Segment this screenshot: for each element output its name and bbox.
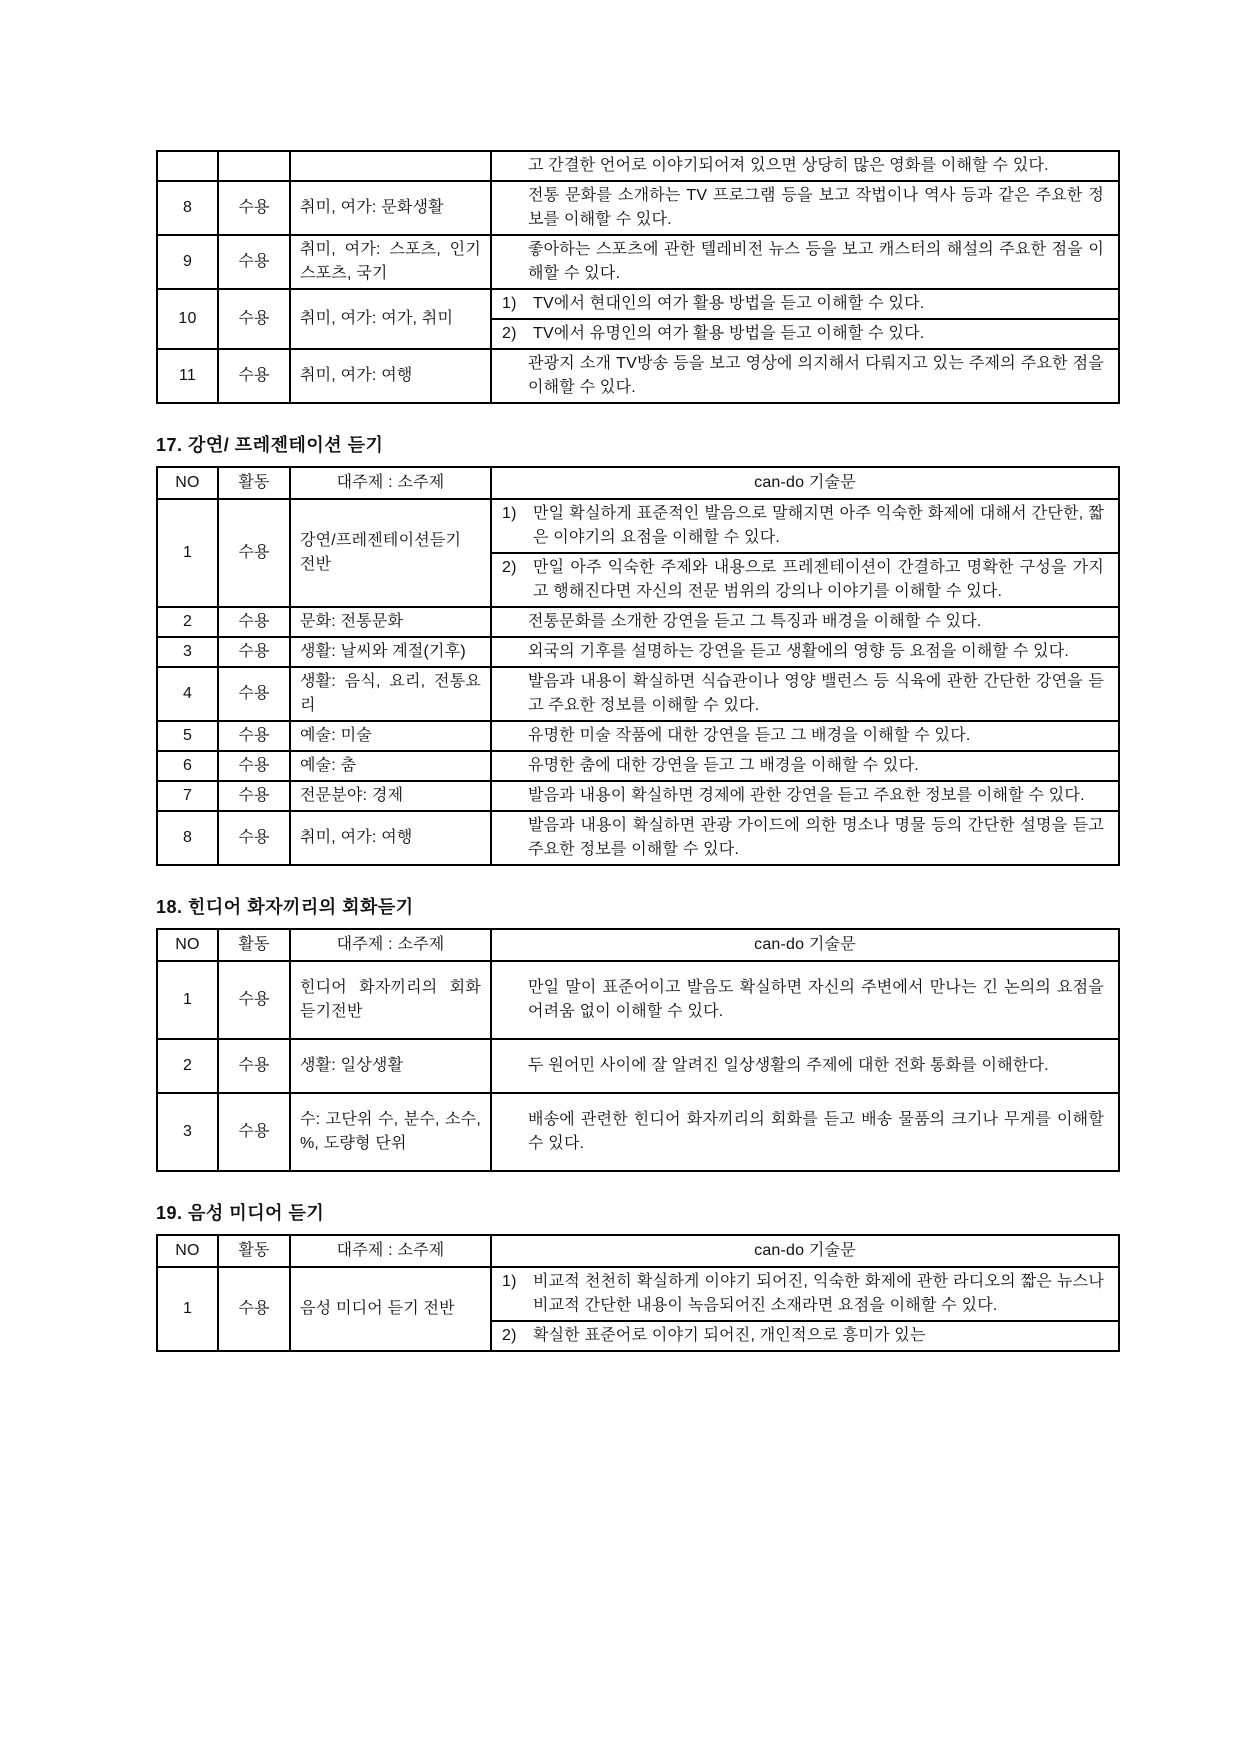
cell-cando	[491, 319, 1119, 349]
table-tv-listening-continued	[156, 150, 1120, 404]
table-row	[157, 751, 1119, 781]
cell-activity: 수용	[218, 499, 290, 607]
cell-no: 3	[157, 1093, 218, 1171]
cell-cando	[491, 553, 1119, 607]
cell-no: 4	[157, 667, 218, 721]
cell-activity: 수용	[218, 181, 290, 235]
column-header-topic: 대주제 : 소주제	[290, 467, 491, 499]
column-header-activity: 활동	[218, 467, 290, 499]
table-row	[157, 1039, 1119, 1093]
cell-cando: 관광지 소개 TV방송 등을 보고 영상에 의지해서 다뤄지고 있는 주제의 주요한 점을 이해할 수 있다.	[491, 349, 1119, 403]
cell-no: 2	[157, 607, 218, 637]
cell-topic: 예술: 미술	[290, 721, 491, 751]
cando-item-text: TV에서 현대인의 여가 활용 방법을 듣고 이해할 수 있다.	[533, 295, 925, 312]
cell-no: 2	[157, 1039, 218, 1093]
cell-cando	[491, 1321, 1119, 1351]
column-header-topic: 대주제 : 소주제	[290, 929, 491, 961]
table-row	[157, 961, 1119, 1039]
cell-activity: 수용	[218, 349, 290, 403]
cell-no: 3	[157, 637, 218, 667]
cell-cando: 배송에 관련한 힌디어 화자끼리의 회화를 듣고 배송 물품의 크기나 무게를 이해할 수 있다.	[491, 1093, 1119, 1171]
cell-activity: 수용	[218, 235, 290, 289]
cell-topic: 취미, 여가: 여행	[290, 349, 491, 403]
cell-cando	[491, 1267, 1119, 1321]
cando-item-number: 1)	[502, 295, 517, 312]
cell-activity: 수용	[218, 781, 290, 811]
cell-no: 1	[157, 1267, 218, 1351]
cando-item	[492, 556, 1118, 604]
cell-cando: 두 원어민 사이에 잘 알려진 일상생활의 주제에 대한 전화 통화를 이해한다.	[491, 1039, 1119, 1093]
cando-item-number: 2)	[502, 559, 517, 576]
table-hindi-speakers-conversation-listening	[156, 928, 1120, 1172]
cell-activity: 수용	[218, 751, 290, 781]
column-header-no: NO	[157, 1235, 218, 1267]
cell-activity: 수용	[218, 289, 290, 349]
table-row	[157, 181, 1119, 235]
column-header-no: NO	[157, 467, 218, 499]
cell-topic: 생활: 음식, 요리, 전통요리	[290, 667, 491, 721]
cell-cando: 전통 문화를 소개하는 TV 프로그램 등을 보고 작법이나 역사 등과 같은 주요한 정보를 이해할 수 있다.	[491, 181, 1119, 235]
table-lecture-presentation-listening	[156, 466, 1120, 866]
cando-item-text: 비교적 천천히 확실하게 이야기 되어진, 익숙한 화제에 관한 라디오의 짧은 뉴스나 비교적 간단한 내용이 녹음되어진 소재라면 요점을 이해할 수 있다.	[533, 1273, 1104, 1314]
cando-item	[492, 292, 1118, 316]
cell-cando: 전통문화를 소개한 강연을 듣고 그 특징과 배경을 이해할 수 있다.	[491, 607, 1119, 637]
cell-no: 8	[157, 181, 218, 235]
table-row	[157, 781, 1119, 811]
cell-no: 9	[157, 235, 218, 289]
table-row	[157, 289, 1119, 319]
table-row	[157, 721, 1119, 751]
cell-topic: 생활: 날씨와 계절(기후)	[290, 637, 491, 667]
table-header-row	[157, 929, 1119, 961]
section-title-17: 17. 강연/ 프레젠테이션 듣기	[156, 435, 384, 455]
cando-item-number: 1)	[502, 1273, 517, 1290]
cell-activity: 수용	[218, 1267, 290, 1351]
cell-topic: 취미, 여가: 스포츠, 인기스포츠, 국기	[290, 235, 491, 289]
section-title-18: 18. 힌디어 화자끼리의 회화듣기	[156, 897, 414, 917]
column-header-activity: 활동	[218, 1235, 290, 1267]
cell-no: 5	[157, 721, 218, 751]
section-title-19: 19. 음성 미디어 듣기	[156, 1203, 325, 1223]
cell-no: 11	[157, 349, 218, 403]
table-row	[157, 607, 1119, 637]
column-header-activity: 활동	[218, 929, 290, 961]
cell-topic	[290, 151, 491, 181]
table-row	[157, 637, 1119, 667]
cell-no	[157, 151, 218, 181]
cando-item-number: 2)	[502, 1327, 517, 1344]
table-row	[157, 1093, 1119, 1171]
cell-cando: 발음과 내용이 확실하면 경제에 관한 강연을 듣고 주요한 정보를 이해할 수 있다.	[491, 781, 1119, 811]
cell-no: 1	[157, 499, 218, 607]
cell-no: 1	[157, 961, 218, 1039]
cell-activity: 수용	[218, 607, 290, 637]
table-row	[157, 349, 1119, 403]
cell-topic: 취미, 여가: 문화생활	[290, 181, 491, 235]
cando-item-text: 확실한 표준어로 이야기 되어진, 개인적으로 흥미가 있는	[533, 1327, 926, 1344]
cell-no: 7	[157, 781, 218, 811]
cando-item-text: 만일 아주 익숙한 주제와 내용으로 프레젠테이션이 간결하고 명확한 구성을 가지고 행해진다면 자신의 전문 범위의 강의나 이야기를 이해할 수 있다.	[533, 559, 1104, 600]
cell-activity: 수용	[218, 1039, 290, 1093]
cell-topic: 취미, 여가: 여가, 취미	[290, 289, 491, 349]
cell-cando: 좋아하는 스포츠에 관한 텔레비전 뉴스 등을 보고 캐스터의 해설의 주요한 점을 이해할 수 있다.	[491, 235, 1119, 289]
cell-activity	[218, 151, 290, 181]
column-header-no: NO	[157, 929, 218, 961]
cell-cando: 유명한 미술 작품에 대한 강연을 듣고 그 배경을 이해할 수 있다.	[491, 721, 1119, 751]
table-header-row	[157, 1235, 1119, 1267]
table-row	[157, 667, 1119, 721]
table-audio-media-listening	[156, 1234, 1120, 1352]
cell-cando: 발음과 내용이 확실하면 관광 가이드에 의한 명소나 명물 등의 간단한 설명을 듣고 주요한 정보를 이해할 수 있다.	[491, 811, 1119, 865]
cell-activity: 수용	[218, 721, 290, 751]
cell-topic: 수: 고단위 수, 분수, 소수, %, 도량형 단위	[290, 1093, 491, 1171]
cell-cando: 고 간결한 언어로 이야기되어져 있으면 상당히 많은 영화를 이해할 수 있다.	[491, 151, 1119, 181]
column-header-cando: can-do 기술문	[491, 467, 1119, 499]
cell-topic: 강연/프레젠테이션듣기 전반	[290, 499, 491, 607]
cando-item-text: TV에서 유명인의 여가 활용 방법을 듣고 이해할 수 있다.	[533, 325, 925, 342]
cell-cando: 유명한 춤에 대한 강연을 듣고 그 배경을 이해할 수 있다.	[491, 751, 1119, 781]
cell-no: 8	[157, 811, 218, 865]
cell-cando: 외국의 기후를 설명하는 강연을 듣고 생활에의 영향 등 요점을 이해할 수 있다.	[491, 637, 1119, 667]
cell-cando	[491, 499, 1119, 553]
column-header-cando: can-do 기술문	[491, 929, 1119, 961]
cando-item-number: 2)	[502, 325, 517, 342]
column-header-cando: can-do 기술문	[491, 1235, 1119, 1267]
cando-item	[492, 502, 1118, 550]
cando-item	[492, 1324, 1118, 1348]
cell-cando: 만일 말이 표준어이고 발음도 확실하면 자신의 주변에서 만나는 긴 논의의 요점을 어려움 없이 이해할 수 있다.	[491, 961, 1119, 1039]
cell-activity: 수용	[218, 811, 290, 865]
cell-cando	[491, 289, 1119, 319]
cell-topic: 예술: 춤	[290, 751, 491, 781]
cell-activity: 수용	[218, 1093, 290, 1171]
table-row	[157, 151, 1119, 181]
cando-item	[492, 322, 1118, 346]
cell-activity: 수용	[218, 637, 290, 667]
table-row	[157, 499, 1119, 553]
cell-topic: 생활: 일상생활	[290, 1039, 491, 1093]
cell-topic: 문화: 전통문화	[290, 607, 491, 637]
table-row	[157, 811, 1119, 865]
cell-topic: 전문분야: 경제	[290, 781, 491, 811]
cell-activity: 수용	[218, 961, 290, 1039]
cell-no: 6	[157, 751, 218, 781]
column-header-topic: 대주제 : 소주제	[290, 1235, 491, 1267]
cell-no: 10	[157, 289, 218, 349]
cando-item-number: 1)	[502, 505, 517, 522]
table-row	[157, 235, 1119, 289]
cell-topic: 음성 미디어 듣기 전반	[290, 1267, 491, 1351]
cell-topic: 힌디어 화자끼리의 회화 듣기전반	[290, 961, 491, 1039]
cando-item	[492, 1270, 1118, 1318]
cell-topic: 취미, 여가: 여행	[290, 811, 491, 865]
table-row	[157, 1267, 1119, 1321]
cando-item-text: 만일 확실하게 표준적인 발음으로 말해지면 아주 익숙한 화제에 대해서 간단한, 짧은 이야기의 요점을 이해할 수 있다.	[533, 505, 1104, 546]
table-header-row	[157, 467, 1119, 499]
cell-activity: 수용	[218, 667, 290, 721]
cell-cando: 발음과 내용이 확실하면 식습관이나 영양 밸런스 등 식육에 관한 간단한 강연을 듣고 주요한 정보를 이해할 수 있다.	[491, 667, 1119, 721]
